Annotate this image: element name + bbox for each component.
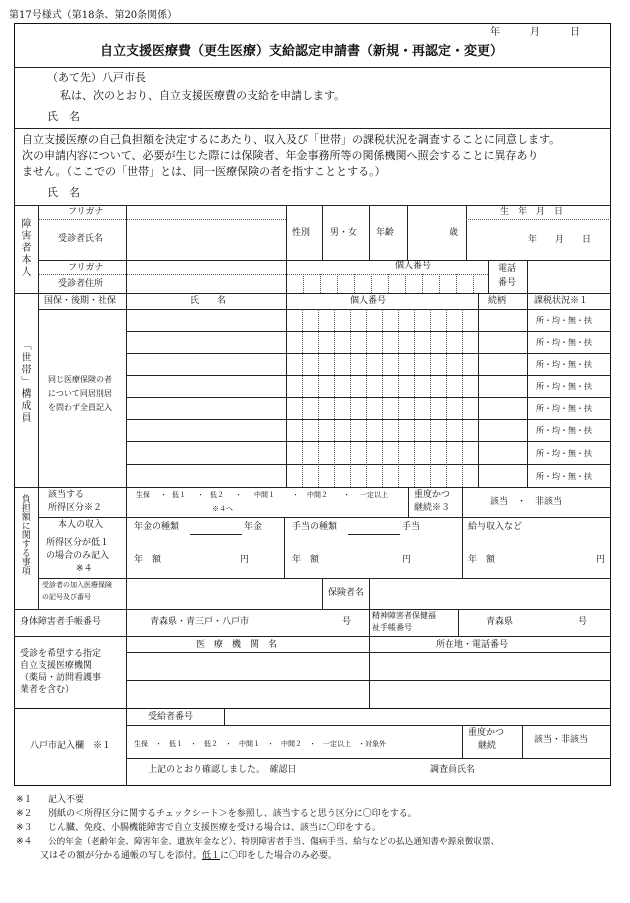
pension-unit: 年金 xyxy=(244,522,263,532)
institution-label-4: 業者を含む） xyxy=(20,685,75,695)
member-number-header: 個人番号 xyxy=(350,296,387,306)
apply-text: 私は、次のとおり、自立支援医療費の支給を申請します。 xyxy=(60,89,346,102)
note-1-key: ※１ xyxy=(16,795,33,805)
severe-yes-no[interactable]: 該当 ・ 非該当 xyxy=(490,497,563,507)
pension-yen: 円 xyxy=(240,555,250,565)
income-label-1: 本人の収入 xyxy=(58,520,104,530)
institution-label-1: 受診を希望する指定 xyxy=(20,649,102,659)
sex-options: 男・女 xyxy=(330,228,358,238)
date-day: 日 xyxy=(570,27,580,38)
relation-header: 続柄 xyxy=(488,296,507,306)
patient-name-label: 受診者氏名 xyxy=(58,234,104,244)
note-2-key: ※２ xyxy=(16,809,33,819)
institution-label-2: 自立支援医療機関 xyxy=(20,661,93,671)
see-note-4: ※４へ xyxy=(212,505,233,513)
date-month: 月 xyxy=(530,27,540,38)
pension-type-label: 年金の種類 xyxy=(134,522,180,532)
age-unit: 歳 xyxy=(449,228,459,238)
tax-opts-row-5: 所・均・無・扶 xyxy=(536,404,592,413)
disability-cert-label: 身体障害者手帳番号 xyxy=(20,617,102,627)
sep: ・ xyxy=(235,491,242,499)
tax-opts-row-3: 所・均・無・扶 xyxy=(536,360,592,369)
institution-address-header: 所在地・電話番号 xyxy=(436,640,509,650)
sex-label: 性別 xyxy=(292,228,311,238)
sep: ・ xyxy=(292,491,299,499)
member-name-header: 氏 名 xyxy=(190,296,227,306)
income-class-label-2: 所得区分※２ xyxy=(48,503,103,513)
income-class-opt-upper[interactable]: 一定以上 xyxy=(360,491,388,499)
patient-section-label: 障害者本人 xyxy=(19,218,30,278)
salary-yen: 円 xyxy=(596,555,606,565)
allowance-unit: 手当 xyxy=(402,522,421,532)
income-class-opt-low2[interactable]: 低２ xyxy=(210,491,224,499)
note-4-continued xyxy=(40,851,337,863)
salary-label: 給与収入など xyxy=(468,522,523,532)
income-class-opt-seiho[interactable]: 生保 xyxy=(136,491,150,499)
applicant-name-label: 氏 名 xyxy=(47,110,80,123)
phone-label-1: 電話 xyxy=(498,264,517,274)
household-note-2: について同居別居 xyxy=(48,389,112,398)
income-class-label-1: 該当する xyxy=(48,490,85,500)
allowance-type-label: 手当の種類 xyxy=(292,522,338,532)
note-2-text: 別紙の＜所得区分に関するチェックシート＞を参照し、該当すると思う区分に〇印をする。 xyxy=(48,809,417,819)
dob-value: 年 月 日 xyxy=(528,235,592,245)
consent-line-1: 自立支援医療の自己負担額を決定するにあたり、収入及び「世帯」の課税状況を調査することに同意します。 xyxy=(22,133,561,146)
city-severe-yes-no: 該当・非該当 xyxy=(534,735,589,745)
form-title: 自立支援医療費（更生医療）支給認定申請書（新規・再認定・変更） xyxy=(100,44,504,59)
sep: ・ xyxy=(343,491,350,499)
city-income-classes: 生保 ・ 低１ ・ 低２ ・ 中間１ ・ 中間２ ・ 一定以上 ・対象外 xyxy=(134,740,386,748)
note-4-cont-end: に〇印をした場合のみ必要。 xyxy=(220,851,338,861)
recipient-number-label: 受給者番号 xyxy=(148,712,194,722)
city-section-label: 八戸市記入欄 ※１ xyxy=(30,741,112,751)
phone-label-2: 番号 xyxy=(498,278,517,288)
severe-label-2: 継続※３ xyxy=(414,503,451,513)
sep: ・ xyxy=(160,491,167,499)
income-class-opt-low1[interactable]: 低１ xyxy=(172,491,186,499)
date-year: 年 xyxy=(490,27,500,38)
address-label: 受診者住所 xyxy=(58,279,104,289)
form-number: 第17号様式（第18条、第20条関係） xyxy=(9,10,178,21)
insurance-symbol-label-1: 受診者の加入医療保険 xyxy=(42,581,112,589)
tax-opts-row-8: 所・均・無・扶 xyxy=(536,472,592,481)
addressee: （あて先）八戸市長 xyxy=(47,71,146,84)
allowance-annual-label: 年 額 xyxy=(292,555,320,565)
sep: ・ xyxy=(197,491,204,499)
note-4-cont-text: 又はその額が分かる通帳の写しを添付。 xyxy=(40,851,203,861)
age-label: 年齢 xyxy=(376,228,395,238)
mental-cert-label-1: 精神障害者保健福 xyxy=(372,611,436,620)
insurance-symbol-label-2: の記号及び番号 xyxy=(42,593,91,601)
confirm-text: 上記のとおり確認しました。 確認日 xyxy=(148,765,297,775)
tax-status-header: 課税状況※１ xyxy=(534,296,589,306)
city-severe-label-2: 継続 xyxy=(478,741,497,751)
note-1-text: 記入不要 xyxy=(48,795,85,805)
consent-line-3: ません。（ここでの「世帯」とは、同一医療保険の者を指すこととする。） xyxy=(22,165,386,178)
note-3-key: ※３ xyxy=(16,823,33,833)
mental-cert-pref: 青森県 xyxy=(486,617,514,627)
patient-furigana-label: フリガナ xyxy=(68,207,104,217)
income-class-opt-mid2[interactable]: 中間２ xyxy=(307,491,328,499)
income-class-opt-mid1[interactable]: 中間１ xyxy=(254,491,275,499)
note-3-text: じん臓、免疫、小腸機能障害で自立支援医療を受ける場合は、該当に〇印をする。 xyxy=(48,823,382,833)
household-note-1: 同じ医療保険の者 xyxy=(48,375,112,384)
dob-label: 生 年 月 日 xyxy=(500,207,564,217)
tax-opts-row-7: 所・均・無・扶 xyxy=(536,449,592,458)
salary-annual-label: 年 額 xyxy=(468,555,496,565)
pension-annual-label: 年 額 xyxy=(134,555,162,565)
income-label-3: の場合のみ記入 xyxy=(46,551,110,561)
note-4-text: 公的年金（老齢年金、障害年金、遺族年金など）、特別障害者手当、傷病手当、給与などの払込通知書や源泉徴収票、 xyxy=(48,837,500,847)
severe-label-1: 重度かつ xyxy=(414,490,451,500)
tax-opts-row-1: 所・均・無・扶 xyxy=(536,316,592,325)
investigator-label: 調査員氏名 xyxy=(430,765,476,775)
institution-label-3: （薬局・訪問看護事 xyxy=(20,673,102,683)
consent-name-label: 氏 名 xyxy=(47,186,80,199)
income-label-2: 所得区分が低１ xyxy=(46,538,110,548)
insurer-name-label: 保険者名 xyxy=(328,588,365,598)
income-label-4: ※４ xyxy=(76,564,93,574)
tax-opts-row-4: 所・均・無・扶 xyxy=(536,382,592,391)
household-note-3: を問わず全員記入 xyxy=(48,403,112,412)
note-4-cont-underlined: 低１ xyxy=(202,851,221,861)
insurance-type-label: 国保・後期・社保 xyxy=(44,296,117,306)
burden-section-label: 負担額に関する事項 xyxy=(19,494,30,575)
city-severe-label-1: 重度かつ xyxy=(468,728,505,738)
address-furigana-label: フリガナ xyxy=(68,263,104,273)
my-number-label: 個人番号 xyxy=(395,261,432,271)
institution-name-header: 医 療 機 関 名 xyxy=(196,640,278,650)
household-section-label: 「世帯」構成員 xyxy=(19,340,30,424)
note-4-key: ※４ xyxy=(16,837,33,847)
consent-line-2: 次の申請内容について、必要が生じた際には保険者、年金事務所等の関係機関へ照会することに異存あり xyxy=(22,149,539,162)
disability-cert-no: 号 xyxy=(342,617,352,627)
mental-cert-no: 号 xyxy=(578,617,588,627)
disability-cert-pref: 青森県・青三戸・八戸市 xyxy=(150,617,250,627)
allowance-yen: 円 xyxy=(402,555,412,565)
tax-opts-row-6: 所・均・無・扶 xyxy=(536,426,592,435)
mental-cert-label-2: 祉手帳番号 xyxy=(372,623,412,632)
tax-opts-row-2: 所・均・無・扶 xyxy=(536,338,592,347)
